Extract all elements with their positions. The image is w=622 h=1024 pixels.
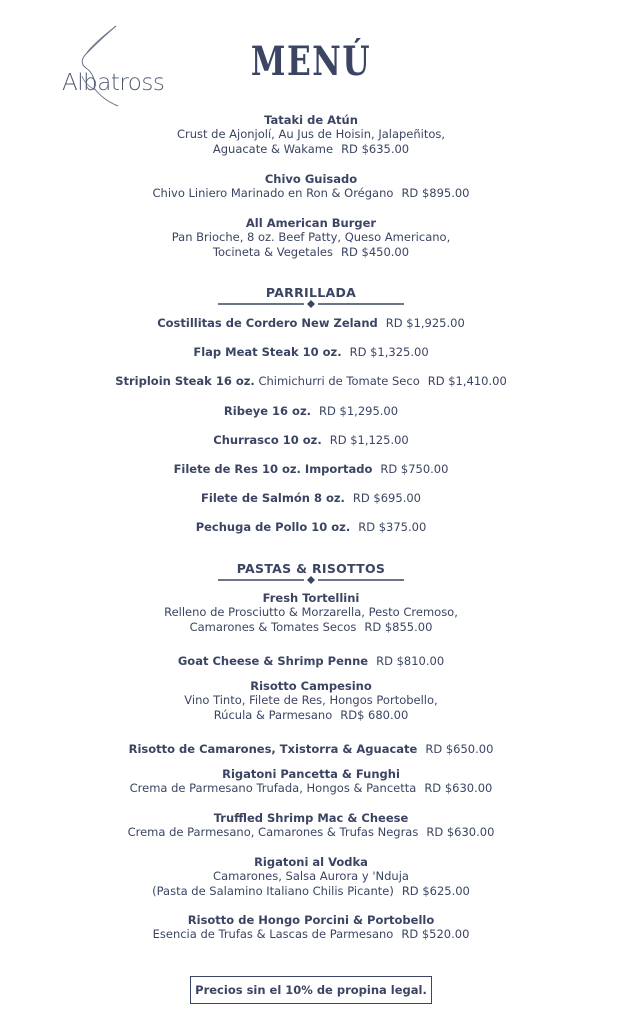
item-price: RD $1,325.00 bbox=[349, 345, 429, 359]
section-title-pastas: PASTAS & RISOTTOS bbox=[236, 561, 386, 576]
item-name: Striploin Steak 16 oz. bbox=[115, 374, 255, 388]
menu-item bbox=[0, 679, 622, 723]
section-title-parrillada: PARRILLADA bbox=[265, 285, 357, 300]
grill-item bbox=[0, 462, 622, 477]
section-divider bbox=[218, 299, 404, 309]
item-desc: Crema de Parmesano Trufada, Hongos & Pancetta bbox=[129, 781, 417, 795]
item-desc: Rúcula & Parmesano bbox=[213, 708, 333, 722]
item-name: Rigatoni Pancetta & Funghi bbox=[222, 767, 400, 781]
item-price: RD $750.00 bbox=[380, 462, 449, 476]
item-desc-line bbox=[0, 245, 622, 260]
item-desc: Chivo Liniero Marinado en Ron & Orégano bbox=[152, 186, 394, 200]
tip-note: Precios sin el 10% de propina legal. bbox=[190, 976, 432, 1004]
item-desc: Crema de Parmesano, Camarones & Trufas Negras bbox=[127, 825, 419, 839]
item-name: Tataki de Atún bbox=[264, 113, 358, 127]
item-name: All American Burger bbox=[245, 216, 377, 230]
item-price: RD $625.00 bbox=[401, 884, 470, 898]
item-line bbox=[0, 650, 622, 669]
item-price: RD $650.00 bbox=[425, 742, 494, 756]
menu-title: MENÚ bbox=[250, 38, 372, 85]
item-price: RD $810.00 bbox=[376, 654, 445, 668]
item-price: RD $375.00 bbox=[358, 520, 427, 534]
item-desc: Esencia de Trufas & Lascas de Parmesano bbox=[152, 927, 394, 941]
grill-item bbox=[0, 316, 622, 331]
item-desc-line bbox=[0, 825, 622, 840]
menu-item bbox=[0, 855, 622, 899]
menu-item bbox=[0, 216, 622, 260]
menu-item bbox=[0, 591, 622, 635]
item-name: Goat Cheese & Shrimp Penne bbox=[177, 654, 369, 668]
item-desc-line bbox=[0, 884, 622, 899]
item-desc: Tocineta & Vegetales bbox=[212, 245, 333, 259]
item-name: Risotto de Hongo Porcini & Portobello bbox=[187, 913, 435, 927]
item-price: RD $895.00 bbox=[401, 186, 470, 200]
item-name: Costillitas de Cordero New Zeland bbox=[157, 316, 378, 330]
menu-item bbox=[0, 913, 622, 942]
item-desc: Relleno de Prosciutto & Morzarella, Pesto Cremoso, bbox=[164, 605, 458, 619]
item-name: Ribeye 16 oz. bbox=[223, 404, 312, 418]
item-name: Risotto de Camarones, Txistorra & Aguacate bbox=[128, 742, 418, 756]
item-extra: Chimichurri de Tomate Seco bbox=[258, 374, 420, 388]
menu-item bbox=[0, 811, 622, 840]
item-price: RD $695.00 bbox=[352, 491, 421, 505]
item-price: RD $1,410.00 bbox=[427, 374, 507, 388]
item-name: Filete de Res 10 oz. Importado bbox=[173, 462, 373, 476]
item-desc: Aguacate & Wakame bbox=[212, 142, 334, 156]
item-price: RD $1,925.00 bbox=[385, 316, 465, 330]
item-desc: Pan Brioche, 8 oz. Beef Patty, Queso Americano, bbox=[171, 230, 451, 244]
menu-item bbox=[0, 738, 622, 757]
menu-item bbox=[0, 650, 622, 669]
item-desc: Vino Tinto, Filete de Res, Hongos Portobello, bbox=[184, 693, 438, 707]
grill-item bbox=[0, 345, 622, 360]
item-name: Churrasco 10 oz. bbox=[213, 433, 322, 447]
item-name: Filete de Salmón 8 oz. bbox=[201, 491, 345, 505]
item-desc: Camarones, Salsa Aurora y 'Nduja bbox=[213, 869, 409, 883]
item-name: Truffled Shrimp Mac & Cheese bbox=[213, 811, 409, 825]
item-name: Flap Meat Steak 10 oz. bbox=[193, 345, 342, 359]
item-name: Risotto Campesino bbox=[250, 679, 372, 693]
grill-item bbox=[0, 404, 622, 419]
item-price: RD $450.00 bbox=[341, 245, 410, 259]
item-desc: (Pasta de Salamino Italiano Chilis Picante) bbox=[152, 884, 394, 898]
item-name: Pechuga de Pollo 10 oz. bbox=[195, 520, 351, 534]
grill-item bbox=[0, 491, 622, 506]
menu-item bbox=[0, 172, 622, 201]
grill-item bbox=[0, 433, 622, 448]
item-name: Fresh Tortellini bbox=[262, 591, 360, 605]
item-price: RD $855.00 bbox=[364, 620, 433, 634]
menu-item bbox=[0, 767, 622, 796]
item-name: Chivo Guisado bbox=[264, 172, 358, 186]
item-desc-line bbox=[0, 927, 622, 942]
item-price: RD $635.00 bbox=[341, 142, 410, 156]
item-desc-line bbox=[0, 708, 622, 723]
item-desc-line bbox=[0, 620, 622, 635]
item-desc: Camarones & Tomates Secos bbox=[189, 620, 357, 634]
item-price: RD $1,295.00 bbox=[319, 404, 399, 418]
item-price: RD $630.00 bbox=[424, 781, 493, 795]
grill-item bbox=[0, 520, 622, 535]
section-divider bbox=[218, 575, 404, 585]
item-name: Rigatoni al Vodka bbox=[254, 855, 368, 869]
brand-name: Albatross bbox=[62, 70, 165, 96]
menu-item bbox=[0, 113, 622, 157]
item-price: RD $1,125.00 bbox=[329, 433, 409, 447]
item-desc-line bbox=[0, 186, 622, 201]
grill-item bbox=[0, 374, 622, 389]
item-desc-line bbox=[0, 781, 622, 796]
item-price: RD $630.00 bbox=[426, 825, 495, 839]
item-line bbox=[0, 738, 622, 757]
item-price: RD $520.00 bbox=[401, 927, 470, 941]
item-desc-line bbox=[0, 142, 622, 157]
item-desc: Crust de Ajonjolí, Au Jus de Hoisin, Jalapeñitos, bbox=[176, 127, 446, 141]
item-price: RD$ 680.00 bbox=[340, 708, 409, 722]
